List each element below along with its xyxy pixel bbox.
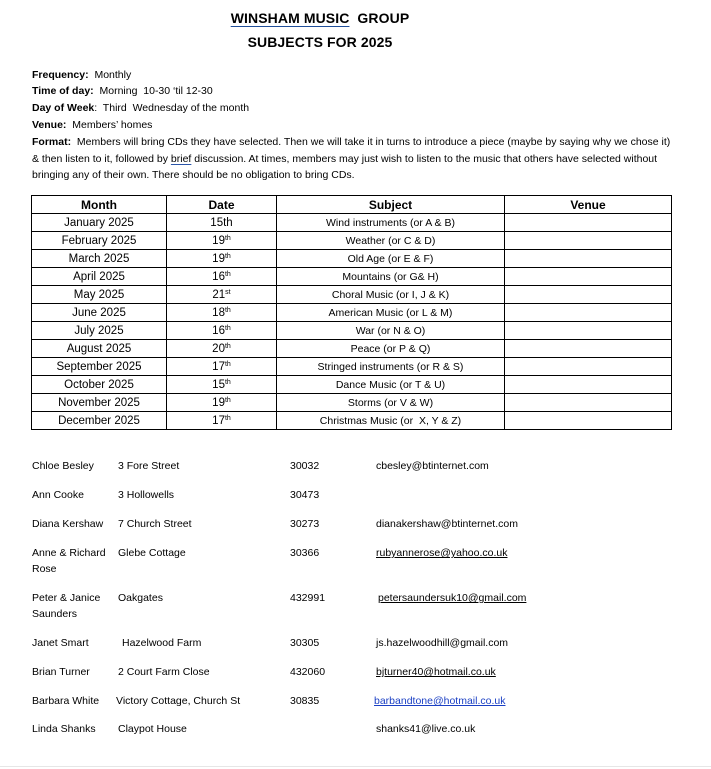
venue-cell: [505, 286, 672, 304]
venue-cell: [505, 214, 672, 232]
date-day: 16: [212, 270, 225, 283]
date-cell: [167, 286, 277, 304]
contact-name: Linda Shanks: [32, 723, 96, 735]
date-cell: [167, 268, 277, 286]
time-line: [32, 83, 213, 100]
venue-cell: [505, 376, 672, 394]
contact-row: [32, 590, 692, 620]
month-cell: April 2025: [32, 268, 167, 286]
contact-phone: 30273: [290, 518, 320, 530]
date-cell: [167, 340, 277, 358]
header-subject: Subject: [277, 196, 505, 214]
month-cell: March 2025: [32, 250, 167, 268]
contact-email[interactable]: barbandtone@hotmail.co.uk: [374, 695, 506, 707]
month-cell: January 2025: [32, 214, 167, 232]
subject-cell: War (or N & O): [277, 322, 505, 340]
contact-row: [32, 516, 692, 546]
venue-cell: [505, 358, 672, 376]
date-day: 19: [212, 252, 225, 265]
contact-row: [32, 693, 692, 723]
contact-address: Oakgates: [118, 592, 163, 604]
schedule-row: [32, 214, 672, 232]
contact-address: 3 Hollowells: [118, 489, 175, 501]
date-ordinal-suffix: th: [224, 234, 231, 242]
subject-cell: Weather (or C & D): [277, 232, 505, 250]
subject-cell: Dance Music (or T & U): [277, 376, 505, 394]
subject-cell: Christmas Music (or X, Y & Z): [277, 412, 505, 430]
month-cell: August 2025: [32, 340, 167, 358]
venue-cell: [505, 394, 672, 412]
subject-cell: Storms (or V & W): [277, 394, 505, 412]
subject-cell: Peace (or P & Q): [277, 340, 505, 358]
schedule-row: [32, 394, 672, 412]
schedule-row: [32, 250, 672, 268]
schedule-row: [32, 268, 672, 286]
format-text-2: discussion. At times, members may just wish to listen to the music that others have selected without bringing any of their own. There should be no obligation to bring CDs.: [32, 152, 660, 182]
subject-cell: Stringed instruments (or R & S): [277, 358, 505, 376]
date-ordinal-suffix: th: [224, 342, 231, 350]
month-cell: June 2025: [32, 304, 167, 322]
subject-cell: Mountains (or G& H): [277, 268, 505, 286]
schedule-row: [32, 304, 672, 322]
month-cell: May 2025: [32, 286, 167, 304]
schedule-header-row: [32, 196, 672, 214]
contact-email[interactable]: bjturner40@hotmail.co.uk: [376, 666, 496, 678]
date-ordinal-suffix: th: [224, 378, 231, 386]
contact-name: Chloe Besley: [32, 460, 94, 472]
contact-address: 7 Church Street: [118, 518, 192, 530]
venue-cell: [505, 340, 672, 358]
date-day: 19: [212, 396, 225, 409]
date-ordinal-suffix: th: [224, 270, 231, 278]
schedule-row: [32, 358, 672, 376]
schedule-table: [31, 195, 672, 430]
contact-phone: 30473: [290, 489, 320, 501]
venue-cell: [505, 250, 672, 268]
contact-name: Anne & Richard Rose: [32, 547, 106, 575]
contact-name: Peter & Janice Saunders: [32, 592, 101, 620]
date-day: 17: [212, 414, 225, 427]
contact-row: [32, 721, 692, 751]
subject-cell: Wind instruments (or A & B): [277, 214, 505, 232]
contact-row: [32, 458, 692, 488]
contact-address: Glebe Cottage: [118, 547, 186, 559]
format-paragraph: [32, 134, 672, 184]
month-cell: September 2025: [32, 358, 167, 376]
contact-row: [32, 487, 692, 517]
contact-address: 3 Fore Street: [118, 460, 180, 472]
contact-name: Diana Kershaw: [32, 518, 104, 530]
schedule-row: [32, 376, 672, 394]
date-day: 20: [212, 342, 225, 355]
date-day: 19: [212, 234, 225, 247]
schedule-row: [32, 412, 672, 430]
contact-name: Ann Cooke: [32, 489, 84, 501]
contact-phone: 30366: [290, 547, 320, 559]
format-text-1: Members will bring CDs they have selected. Then we will take it in turns to introduce a piece (maybe by saying why we chose it) & then listen to it, followed by: [32, 136, 674, 165]
day-line: [32, 100, 249, 117]
date-ordinal-suffix: th: [224, 324, 231, 332]
date-day: 18: [212, 306, 225, 319]
date-ordinal-suffix: th: [224, 360, 231, 368]
venue-value: Members’ homes: [66, 119, 153, 131]
header-date: Date: [167, 196, 277, 214]
contact-name: Barbara White: [32, 695, 100, 707]
schedule-row: [32, 322, 672, 340]
month-cell: February 2025: [32, 232, 167, 250]
venue-label: Venue:: [32, 119, 67, 131]
contact-address: Hazelwood Farm: [122, 637, 202, 649]
contact-name: Janet Smart: [32, 637, 89, 649]
document-title: [0, 10, 640, 26]
contact-phone: 432060: [290, 666, 326, 678]
contact-row: [32, 635, 692, 665]
contact-address: 2 Court Farm Close: [118, 666, 210, 678]
schedule-row: [32, 232, 672, 250]
date-cell: [167, 214, 277, 232]
date-cell: [167, 412, 277, 430]
frequency-value: Monthly: [88, 69, 132, 81]
frequency-line: [32, 67, 131, 84]
subject-cell: Choral Music (or I, J & K): [277, 286, 505, 304]
date-ordinal-suffix: th: [224, 414, 231, 422]
contact-email[interactable]: js.hazelwoodhill@gmail.com: [376, 637, 509, 649]
contact-phone: 432991: [290, 592, 326, 604]
contact-phone: 30305: [290, 637, 320, 649]
date-cell: [167, 304, 277, 322]
schedule-row: [32, 286, 672, 304]
venue-cell: [505, 268, 672, 286]
contact-email[interactable]: dianakershaw@btinternet.com: [376, 518, 518, 530]
date-cell: [167, 322, 277, 340]
date-day: 16: [212, 324, 225, 337]
contact-phone: 30032: [290, 460, 320, 472]
contact-phone: 30835: [290, 695, 320, 707]
schedule-body: [32, 214, 672, 430]
format-label: Format:: [32, 136, 72, 148]
month-cell: December 2025: [32, 412, 167, 430]
date-ordinal-suffix: st: [225, 288, 231, 296]
time-value: Morning 10-30 ‘til 12-30: [93, 85, 213, 97]
contact-address: Claypot House: [118, 723, 187, 735]
schedule-row: [32, 340, 672, 358]
contact-email[interactable]: cbesley@btinternet.com: [376, 460, 489, 472]
venue-line: [32, 117, 152, 134]
date-ordinal-suffix: th: [224, 306, 231, 314]
day-label: Day of Week: [32, 102, 95, 114]
page-bottom-divider: [0, 766, 711, 767]
date-cell: [167, 376, 277, 394]
contact-address: Victory Cottage, Church St: [116, 695, 241, 707]
venue-cell: [505, 232, 672, 250]
date-day: 17: [212, 360, 225, 373]
subject-cell: Old Age (or E & F): [277, 250, 505, 268]
venue-cell: [505, 412, 672, 430]
title-group-name: WINSHAM MUSIC: [230, 10, 350, 26]
month-cell: November 2025: [32, 394, 167, 412]
subject-cell: American Music (or L & M): [277, 304, 505, 322]
date-day: 15th: [210, 216, 233, 229]
contact-email[interactable]: petersaundersuk10@gmail.com: [378, 592, 527, 604]
date-cell: [167, 232, 277, 250]
date-cell: [167, 358, 277, 376]
time-label: Time of day:: [32, 85, 94, 97]
contact-row: [32, 664, 692, 694]
month-cell: July 2025: [32, 322, 167, 340]
header-month: Month: [32, 196, 167, 214]
contact-email[interactable]: shanks41@live.co.uk: [376, 723, 476, 735]
date-day: 15: [212, 378, 225, 391]
format-text-underlined: brief: [170, 152, 192, 165]
title-group-suffix: GROUP: [349, 10, 410, 26]
contact-row: [32, 545, 692, 575]
frequency-label: Frequency:: [32, 69, 89, 81]
date-cell: [167, 394, 277, 412]
header-venue: Venue: [505, 196, 672, 214]
contact-email[interactable]: rubyannerose@yahoo.co.uk: [376, 547, 508, 559]
contact-name: Brian Turner: [32, 666, 90, 678]
date-day: 21: [212, 288, 226, 301]
document-subtitle: SUBJECTS FOR 2025: [247, 34, 393, 50]
venue-cell: [505, 304, 672, 322]
venue-cell: [505, 322, 672, 340]
date-ordinal-suffix: th: [224, 252, 231, 260]
day-value: : Third Wednesday of the month: [94, 102, 250, 114]
date-cell: [167, 250, 277, 268]
month-cell: October 2025: [32, 376, 167, 394]
date-ordinal-suffix: th: [224, 396, 231, 404]
